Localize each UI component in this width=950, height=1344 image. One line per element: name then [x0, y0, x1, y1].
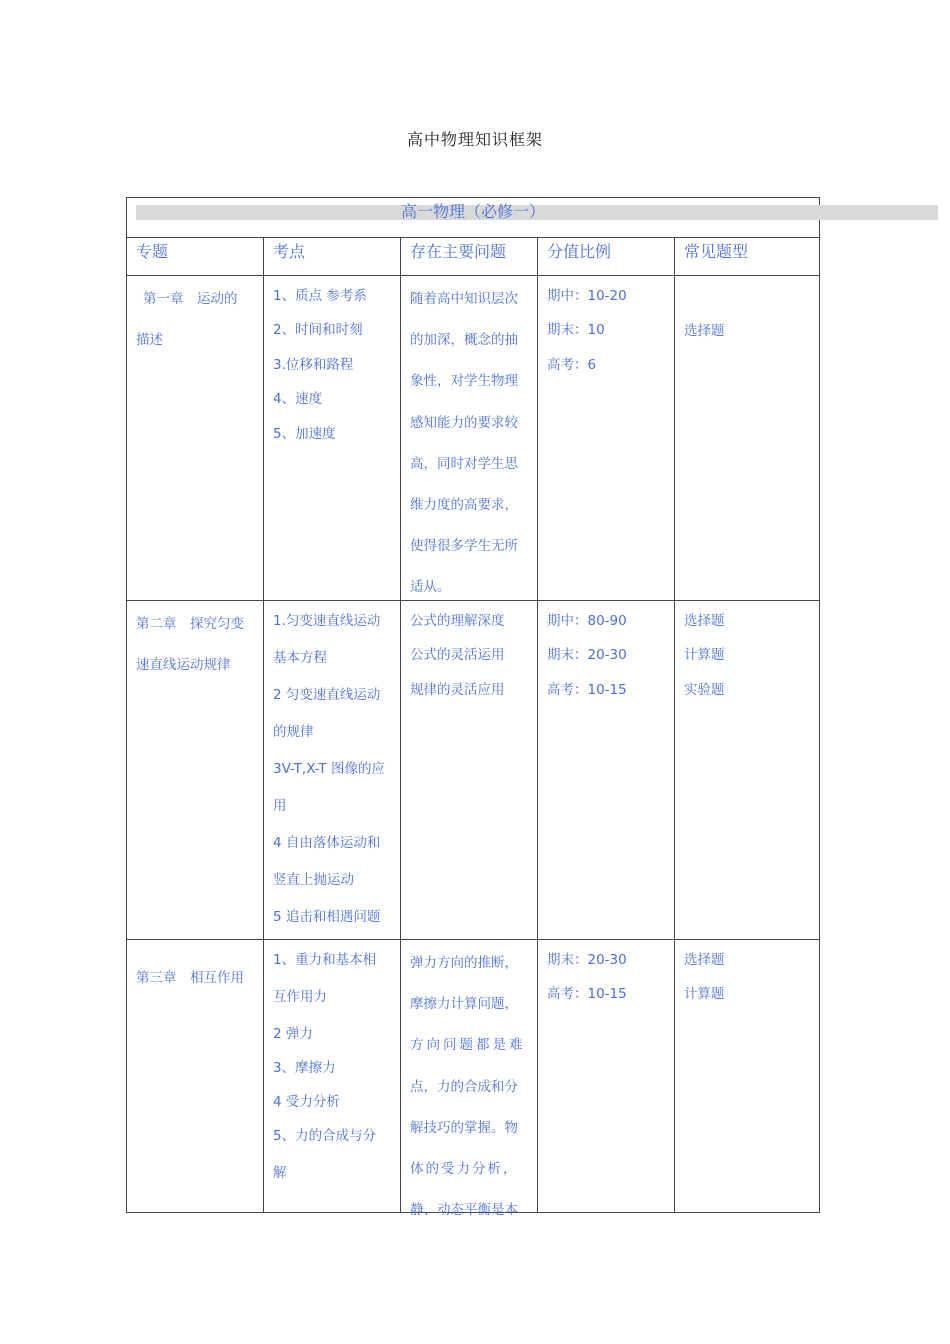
table-title-row	[127, 198, 819, 238]
row3-types	[684, 943, 725, 1012]
column-divider	[674, 238, 675, 1213]
column-divider	[537, 238, 538, 1213]
row1-scores	[547, 279, 627, 382]
header-points: 考点	[273, 242, 306, 261]
type-line: 计算题	[684, 986, 725, 1003]
issue-line: 体的受力分析，	[410, 1161, 519, 1178]
point-line: 互作用力	[273, 989, 327, 1005]
point-line: 竖直上抛运动	[273, 872, 354, 888]
row2-points	[273, 604, 385, 934]
topic-line: 第三章 相互作用	[136, 970, 244, 986]
issue-line: 解技巧的掌握。物	[410, 1119, 518, 1136]
row-divider	[127, 275, 819, 276]
topic-line: 第一章 运动的	[143, 291, 238, 307]
issue-line: 摩擦力计算问题，	[410, 996, 518, 1013]
row2-types	[684, 604, 725, 707]
point-line: 基本方程	[273, 650, 327, 666]
point-line: 2、时间和时刻	[273, 322, 363, 339]
row3-scores	[547, 943, 627, 1012]
row2-scores	[547, 604, 627, 707]
score-line: 期中：10-20	[547, 288, 627, 304]
column-divider	[263, 238, 264, 1213]
type-line: 选择题	[684, 613, 725, 629]
header-topic: 专题	[136, 242, 169, 261]
point-line: 3V-T,X-T 图像的应	[273, 761, 385, 777]
row1-points	[273, 279, 367, 451]
topic-line: 描述	[136, 332, 163, 348]
row3-points	[273, 943, 376, 1193]
point-line: 1.匀变速直线运动	[273, 613, 381, 629]
score-line: 高考：10-15	[547, 986, 627, 1003]
type-line: 选择题	[684, 323, 725, 339]
issue-line: 维力度的高要求，	[410, 497, 518, 514]
point-line: 4、速度	[273, 391, 323, 408]
knowledge-table	[126, 197, 820, 1219]
point-line: 1、重力和基本相	[273, 952, 377, 968]
row3-topic	[136, 967, 244, 989]
type-line: 选择题	[684, 952, 725, 968]
document-title: 高中物理知识框架	[406, 130, 543, 149]
issue-line: 高，同时对学生思	[410, 455, 518, 472]
issue-line: 方向问题都是难	[410, 1037, 526, 1054]
header-scores: 分值比例	[547, 242, 612, 261]
header-types: 常见题型	[684, 242, 749, 261]
score-line: 期末：20-30	[547, 952, 627, 968]
issue-line: 适从。	[410, 579, 451, 596]
issue-line: 随着高中知识层次	[410, 291, 518, 307]
row1-issues	[410, 279, 518, 609]
point-line: 3.位移和路程	[273, 356, 354, 373]
point-line: 2 弹力	[273, 1026, 313, 1042]
row2-topic	[136, 604, 244, 686]
score-line: 期末：10	[547, 322, 605, 339]
point-line: 用	[273, 798, 287, 814]
row1-topic	[136, 279, 260, 361]
score-line: 期中：80-90	[547, 613, 627, 629]
point-line: 5、力的合成与分	[273, 1128, 377, 1144]
issue-line: 点，力的合成和分	[410, 1078, 518, 1095]
score-line: 期末：20-30	[547, 647, 627, 664]
row3-issues	[410, 943, 526, 1231]
issue-line: 规律的灵活应用	[410, 681, 505, 698]
topic-line: 速直线运动规律	[136, 657, 231, 673]
issue-line: 公式的理解深度	[410, 613, 505, 629]
score-line: 高考：10-15	[547, 681, 627, 698]
issue-line: 感知能力的要求较	[410, 414, 518, 431]
issue-line: 静、动态平衡是本	[410, 1202, 518, 1219]
point-line: 的规律	[273, 724, 314, 740]
point-line: 4 受力分析	[273, 1094, 340, 1110]
issue-line: 象性，对学生物理	[410, 373, 518, 390]
table-title: 高一物理（必修一）	[400, 202, 545, 221]
row-divider	[127, 939, 819, 940]
topic-line: 第二章 探究匀变	[136, 616, 244, 632]
type-line: 计算题	[684, 647, 725, 664]
issue-line: 公式的灵活运用	[410, 647, 505, 664]
issue-line: 的加深，概念的抽	[410, 332, 518, 349]
row2-issues	[410, 604, 505, 707]
point-line: 4 自由落体运动和	[273, 835, 381, 851]
header-issues: 存在主要问题	[410, 242, 507, 261]
type-line: 实验题	[684, 681, 725, 698]
column-divider	[400, 238, 401, 1213]
score-line: 高考：6	[547, 356, 597, 373]
point-line: 2 匀变速直线运动	[273, 687, 381, 703]
issue-line: 使得很多学生无所	[410, 538, 518, 555]
point-line: 3、摩擦力	[273, 1060, 336, 1076]
point-line: 5、加速度	[273, 425, 336, 442]
issue-line: 弹力方向的推断，	[410, 955, 518, 971]
point-line: 解	[273, 1165, 287, 1181]
point-line: 1、质点 参考系	[273, 288, 367, 304]
point-line: 5 追击和相遇问题	[273, 909, 381, 925]
row1-types	[684, 320, 725, 342]
